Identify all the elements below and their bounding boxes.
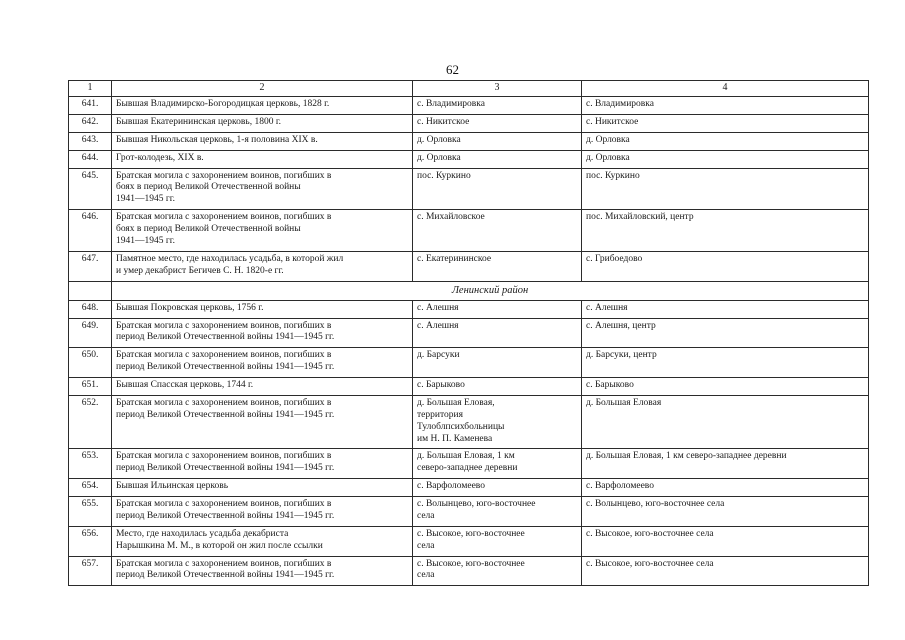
object-name-cell [112,449,413,479]
object-name-cell [112,556,413,586]
location-old-cell [413,251,582,281]
cell-line: с. Владимировка [417,99,485,109]
table-row [69,449,869,479]
cell-line: д. Орловка [586,134,630,145]
cell-line: с. Никитское [417,116,470,127]
row-number: 641. [69,97,112,115]
location-old-cell [413,318,582,348]
location-new-cell [582,395,869,449]
row-number: 657. [69,556,112,586]
cell-line: им Н. П. Каменева [417,433,493,444]
location-old-cell [413,97,582,115]
cell-line: период Великой Отечественной войны 1941—1945 гг. [116,362,335,373]
table-row [69,114,869,132]
cell-line: с. Волынцево, юго-восточнее села [586,499,725,509]
row-number: 653. [69,449,112,479]
object-name-cell [112,318,413,348]
cell-line: Грот-колодезь, XIX в. [116,152,204,163]
cell-line: села [417,510,435,521]
location-new-cell [582,318,869,348]
location-new-cell [582,251,869,281]
section-title: Ленинский район [112,281,869,300]
row-number: 646. [69,210,112,252]
table-row [69,497,869,527]
cell-line: Бывшая Спасская церковь, 1744 г. [116,380,254,390]
row-number: 650. [69,348,112,378]
table-row [69,318,869,348]
location-new-cell [582,449,869,479]
cell-line: с. Никитское [586,116,639,127]
section-row [69,281,869,300]
cell-line: Братская могила с захоронением воинов, погибших в [116,451,332,462]
cell-line: Братская могила с захоронением воинов, погибших в [116,397,332,408]
location-new-cell [582,348,869,378]
cell-line: Братская могила с захоронением воинов, погибших в [116,350,332,361]
location-new-cell [582,97,869,115]
cell-line: Братская могила с захоронением воинов, погибших в [116,212,332,223]
location-new-cell [582,526,869,556]
location-old-cell [413,449,582,479]
cell-line: период Великой Отечественной войны 1941—1945 гг. [116,570,335,581]
object-name-cell [112,132,413,150]
row-number: 645. [69,168,112,210]
location-new-cell [582,556,869,586]
cell-line: 1941—1945 гг. [116,194,175,205]
table-row [69,300,869,318]
row-number: 652. [69,395,112,449]
cell-line: д. Барсуки, центр [586,350,657,361]
cell-line: с. Высокое, юго-восточнее села [586,528,714,539]
location-new-cell [582,150,869,168]
cell-line: период Великой Отечественной войны 1941—1945 гг. [116,332,335,343]
cell-line: пос. Куркино [586,170,640,181]
cell-line: села [417,570,435,581]
cell-line: д. Орловка [417,134,461,145]
cell-line: с. Алешня [417,302,459,313]
column-header-2: 2 [112,81,413,97]
cell-line: с. Высокое, юго-восточнее [417,558,525,569]
location-new-cell [582,168,869,210]
cell-line: пос. Куркино [417,170,471,181]
row-number: 643. [69,132,112,150]
registry-table-container [68,80,838,586]
cell-line: боях в период Великой Отечественной войны [116,182,301,193]
row-number: 654. [69,479,112,497]
cell-line: Бывшая Покровская церковь, 1756 г. [116,302,264,313]
row-number: 656. [69,526,112,556]
location-old-cell [413,497,582,527]
cell-line: Нарышкина М. М., в которой он жил после ссылки [116,540,323,551]
object-name-cell [112,479,413,497]
cell-line: период Великой Отечественной войны 1941—1945 гг. [116,409,335,420]
object-name-cell [112,348,413,378]
location-old-cell [413,526,582,556]
cell-line: д. Большая Еловая, 1 км [417,451,515,462]
cell-line: Братская могила с захоронением воинов, погибших в [116,558,332,569]
location-new-cell [582,132,869,150]
cell-line: период Великой Отечественной войны 1941—1945 гг. [116,510,335,521]
table-row [69,378,869,396]
object-name-cell [112,114,413,132]
cell-line: боях в период Великой Отечественной войны [116,224,301,234]
cell-line: с. Грибоедово [586,253,643,264]
cell-line: с. Алешня, центр [586,320,656,331]
location-new-cell [582,378,869,396]
cell-line: с. Барыково [586,380,634,390]
cell-line: с. Владимировка [586,99,654,109]
object-name-cell [112,168,413,210]
cell-line: д. Орловка [417,152,461,163]
registry-table [68,80,869,586]
object-name-cell [112,251,413,281]
table-row [69,150,869,168]
cell-line: с. Алешня [586,302,628,313]
table-row [69,348,869,378]
cell-line: с. Варфоломеево [586,481,654,492]
cell-line: д. Большая Еловая [586,397,662,408]
table-row [69,132,869,150]
cell-line: Бывшая Ильинская церковь [116,481,229,492]
location-old-cell [413,348,582,378]
row-number: 655. [69,497,112,527]
object-name-cell [112,395,413,449]
cell-line: с. Барыково [417,380,465,390]
cell-line: Бывшая Никольская церковь, 1-я половина XIX в. [116,134,318,145]
cell-line: северо-западнее деревни [417,463,518,474]
location-old-cell [413,378,582,396]
table-row [69,479,869,497]
table-row [69,395,869,449]
cell-line: с. Михайловское [417,212,485,223]
column-header-1: 1 [69,81,112,97]
location-new-cell [582,114,869,132]
location-old-cell [413,479,582,497]
cell-line: территория [417,409,463,420]
cell-line: пос. Михайловский, центр [586,212,694,223]
cell-line: и умер декабрист Бегичев С. Н. 1820-е гг. [116,265,284,276]
object-name-cell [112,378,413,396]
row-number: 647. [69,251,112,281]
location-old-cell [413,168,582,210]
cell-line: Братская могила с захоронением воинов, погибших в [116,170,332,181]
location-new-cell [582,497,869,527]
location-old-cell [413,395,582,449]
table-row [69,97,869,115]
object-name-cell [112,300,413,318]
table-row [69,251,869,281]
cell-line: с. Екатерининское [417,253,492,264]
table-row [69,556,869,586]
table-row [69,526,869,556]
row-number: 648. [69,300,112,318]
column-header-3: 3 [413,81,582,97]
cell-line: Место, где находилась усадьба декабриста [116,528,289,539]
location-new-cell [582,479,869,497]
table-row [69,210,869,252]
cell-line: с. Высокое, юго-восточнее села [586,558,714,569]
row-number: 642. [69,114,112,132]
location-new-cell [582,300,869,318]
cell-line: с. Высокое, юго-восточнее [417,528,525,539]
location-old-cell [413,114,582,132]
location-old-cell [413,150,582,168]
object-name-cell [112,150,413,168]
object-name-cell [112,526,413,556]
object-name-cell [112,497,413,527]
cell-line: Бывшая Екатерининская церковь, 1800 г. [116,116,282,127]
cell-line: 1941—1945 гг. [116,235,175,246]
cell-line: Памятное место, где находилась усадьба, в которой жил [116,253,344,264]
location-old-cell [413,300,582,318]
cell-line: д. Барсуки [417,350,460,361]
location-old-cell [413,210,582,252]
location-old-cell [413,132,582,150]
cell-line: период Великой Отечественной войны 1941—1945 гг. [116,463,335,474]
cell-line: с. Алешня [417,320,459,331]
object-name-cell [112,97,413,115]
cell-line: с. Волынцево, юго-восточнее [417,499,536,509]
table-header-row [69,81,869,97]
table-row [69,168,869,210]
row-number: 644. [69,150,112,168]
cell-line: Тулоблпсихбольницы [417,421,505,432]
cell-line: д. Большая Еловая, 1 км северо-западнее деревни [586,451,787,462]
cell-line: Бывшая Владимирско-Богородицкая церковь, 1828 г. [116,99,330,109]
cell-line: д. Орловка [586,152,630,163]
location-old-cell [413,556,582,586]
cell-line: д. Большая Еловая, [417,397,495,408]
section-num-cell [69,281,112,300]
row-number: 649. [69,318,112,348]
object-name-cell [112,210,413,252]
location-new-cell [582,210,869,252]
page-number: 62 [446,62,459,77]
cell-line: с. Варфоломеево [417,481,485,492]
cell-line: села [417,540,435,551]
cell-line: Братская могила с захоронением воинов, погибших в [116,499,332,509]
row-number: 651. [69,378,112,396]
cell-line: Братская могила с захоронением воинов, погибших в [116,320,332,331]
column-header-4: 4 [582,81,869,97]
